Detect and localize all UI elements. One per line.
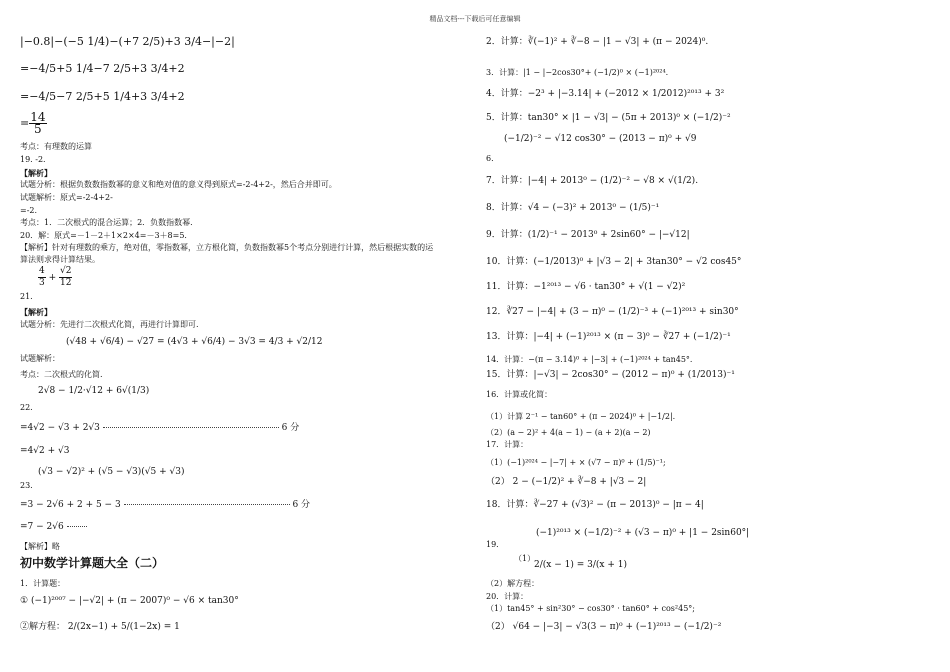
part-label: （2）解方程：	[486, 579, 540, 588]
kaodian-text: 考点：二次根式的化简.	[20, 370, 103, 379]
problem-heading: 1．计算题：	[20, 579, 66, 588]
jiexi-text: 【解析】针对有理数的乘方，绝对值，零指数幂，立方根化简，负数指数幂5个考点分别进行计算，然后根据实数的运	[20, 243, 434, 252]
question-number: 21.	[20, 292, 33, 301]
circled-number: ①	[20, 596, 29, 606]
problem-8: 8．计算：√4 − (−3)² + 2013⁰ − (1/5)⁻¹	[486, 203, 660, 213]
page-header: 精品文档---下载后可任意编辑	[429, 15, 521, 23]
formula-21: (√48 + √6/4) − √27 = (4√3 + √6/4) − 3√3 = 4/3 + √2/12	[66, 337, 323, 347]
score-label: 6 分	[281, 423, 300, 433]
answer-20: 20．解：原式=－1－2＋1×2×4=－3＋8=5．	[20, 231, 193, 240]
problem-12: 12．∛27 − |−4| + (3 − π)⁰ − (1/2)⁻³ + (−1)²⁰¹³ + sin30°	[486, 307, 739, 317]
denominator: 12	[60, 278, 72, 288]
problem-2: 2．计算：∛(−1)² + ∛−8 − |1 − √3| + (π − 2024)⁰.	[486, 37, 709, 47]
numerator: 14	[30, 110, 46, 124]
problem-1a	[20, 596, 239, 607]
equation: 2/(2x−1) + 5/(1−2x) = 1	[67, 622, 180, 632]
problem-17-part-2	[486, 477, 646, 488]
problem-6-expression: (−1/2)⁻² − √12 cos30° − (2013 − π)⁰ + √9	[504, 134, 697, 144]
part-label: （2）	[486, 622, 510, 632]
solution-text: 试题解析：原式=-2-4+2-	[20, 193, 113, 202]
solution-text: 试题解析：	[20, 354, 60, 363]
section-title: 初中数学计算题大全（二）	[20, 556, 165, 570]
expression: √64 − |−3| − √3(3 − π)⁰ + (−1)²⁰¹³ − (−1/2)⁻²	[512, 622, 722, 632]
part-label: （1）	[514, 554, 536, 563]
analysis-text: 试题分析：先进行二次根式化简，再进行计算即可.	[20, 320, 199, 329]
fraction	[29, 112, 46, 135]
problem-16: 16．计算或化简：	[486, 390, 553, 399]
expression: (−1)²⁰⁰⁷ − |−√2| + (π − 2007)⁰ − √6 × tan30°	[30, 596, 239, 606]
problem-19-expression: (−1)²⁰¹³ × (−1/2)⁻² + (√3 − π)⁰ + |1 − 2sin60°|	[536, 528, 750, 538]
problem-18: 18．计算：∛−27 + (√3)² − (π − 2013)⁰ − |π − 4|	[486, 500, 704, 510]
step-line: =−4/5−7 2/5+5 1/4+3 3/4+2	[20, 90, 185, 103]
expression-23: (√3 − √2)² + (√5 − √3)(√5 + √3)	[38, 467, 185, 477]
step-line-23a	[20, 500, 310, 511]
problem-16-part-2: （2）(a − 2)² + 4(a − 1) − (a + 2)(a − 2)	[486, 428, 651, 437]
jiexi-text: 【解析】略	[20, 542, 60, 551]
problem-5: 5．计算：tan30° × |1 − √3| − (5π + 2013)⁰ × (−1/2)⁻²	[486, 113, 731, 123]
result-text: =-2.	[20, 206, 38, 215]
part-label: （2）	[486, 477, 510, 487]
problem-7: 7．计算：|−4| + 2013⁰ − (1/2)⁻² − √8 × √(1/2).	[486, 176, 699, 186]
step-text: =4√2 − √3 + 2√3	[20, 423, 100, 433]
problem-20: 20．计算：	[486, 592, 529, 601]
problem-17-part-1: （1）(−1)²⁰²⁴ − |−7| + × (√7 − π)⁰ + (1/5)⁻¹;	[486, 458, 666, 467]
expression-22: 2√8 − 1/2·√12 + 6√(1/3)	[38, 386, 150, 396]
step-line-23b	[20, 522, 87, 533]
problem-20-part-2	[486, 622, 721, 633]
problem-3: 3．计算：|1 − |−2cos30°+ (−1/2)⁰ × (−1)²⁰²⁴.	[486, 68, 669, 77]
problem-19-equation: 2/(x − 1) = 3/(x + 1)	[534, 560, 627, 570]
problem-15: 15．计算：|−√3| − 2cos30° − (2012 − π)⁰ + (1/2013)⁻¹	[486, 370, 735, 380]
analysis-text: 试题分析：根据负数数指数幂的意义和绝对值的意义得到原式=-2-4+2-，然后合并即可。	[20, 180, 337, 189]
numerator: √2	[60, 266, 72, 276]
problem-16-part-1: （1）计算 2⁻¹ − tan60° + (π − 2024)⁰ + |−1/2|.	[486, 412, 676, 421]
jiexi-label: 【解析】	[20, 307, 52, 317]
step-text: =3 − 2√6 + 2 + 5 − 3	[20, 500, 121, 510]
answer-21-expression: $\frac{4}{3}$ + $\frac{√2}{12}$	[39, 266, 72, 288]
problem-4: 4．计算：−2³ + |−3.14| + (−2012 × 1/2012)²⁰¹³ + 3²	[486, 89, 725, 99]
question-number: 22.	[20, 403, 33, 412]
denominator: 3	[39, 278, 45, 288]
problem-13: 13．计算：|−4| + (−1)²⁰¹³ × (π − 3)⁰ − ∛27 + (−1/2)⁻¹	[486, 332, 731, 342]
fraction	[59, 266, 72, 289]
problem-10: 10．计算：(−1/2013)⁰ + |√3 − 2| + 3tan30° − √2 cos45°	[486, 257, 742, 267]
numerator: 4	[39, 266, 45, 276]
dotted-leader	[103, 427, 279, 428]
result-line: = $\frac{14}{5}$	[20, 110, 46, 136]
problem-9: 9．计算：(1/2)⁻¹ − 2013⁰ + 2sin60° − |−√12|	[486, 230, 690, 240]
jiexi-text: 算法则求得计算结果。	[20, 255, 100, 264]
problem-11: 11．计算：−1²⁰¹³ − √6 · tan30° + √(1 − √2)²	[486, 282, 686, 292]
step-line: =−4/5+5 1/4−7 2/5+3 3/4+2	[20, 62, 185, 75]
label: ②解方程：	[20, 622, 66, 632]
expression-line: |−0.8|−(−5 1/4)−(+7 2/5)+3 3/4−|−2|	[20, 35, 235, 48]
jiexi-label: 【解析】	[20, 168, 52, 178]
answer-19: 19. -2.	[20, 155, 46, 164]
question-number: 23.	[20, 481, 33, 490]
kaodian-text: 考点：1．二次根式的混合运算；2．负数指数幂．	[20, 218, 199, 227]
kaodian-text: 考点：有理数的运算	[20, 142, 92, 151]
step-line-22b: =4√2 + √3	[20, 446, 70, 456]
problem-14: 14．计算：−(π − 3.14)⁰ + |−3| + (−1)²⁰²⁴ + tan45°.	[486, 355, 693, 364]
dotted-leader	[124, 504, 290, 505]
score-label: 6 分	[292, 500, 311, 510]
problem-1b	[20, 622, 180, 633]
step-text: =7 − 2√6	[20, 522, 64, 532]
dotted-leader	[67, 526, 87, 527]
expression: 2 − (−1/2)² + ∛−8 + |√3 − 2|	[512, 477, 647, 487]
denominator: 5	[34, 122, 42, 136]
problem-17: 17．计算：	[486, 440, 529, 449]
step-line-22a	[20, 423, 299, 434]
question-number: 19．	[486, 540, 505, 549]
question-number: 6．	[486, 154, 500, 163]
fraction	[38, 266, 46, 289]
problem-20-part-1: （1）tan45° + sin²30° − cos30° · tan60° + cos²45°;	[486, 604, 695, 613]
